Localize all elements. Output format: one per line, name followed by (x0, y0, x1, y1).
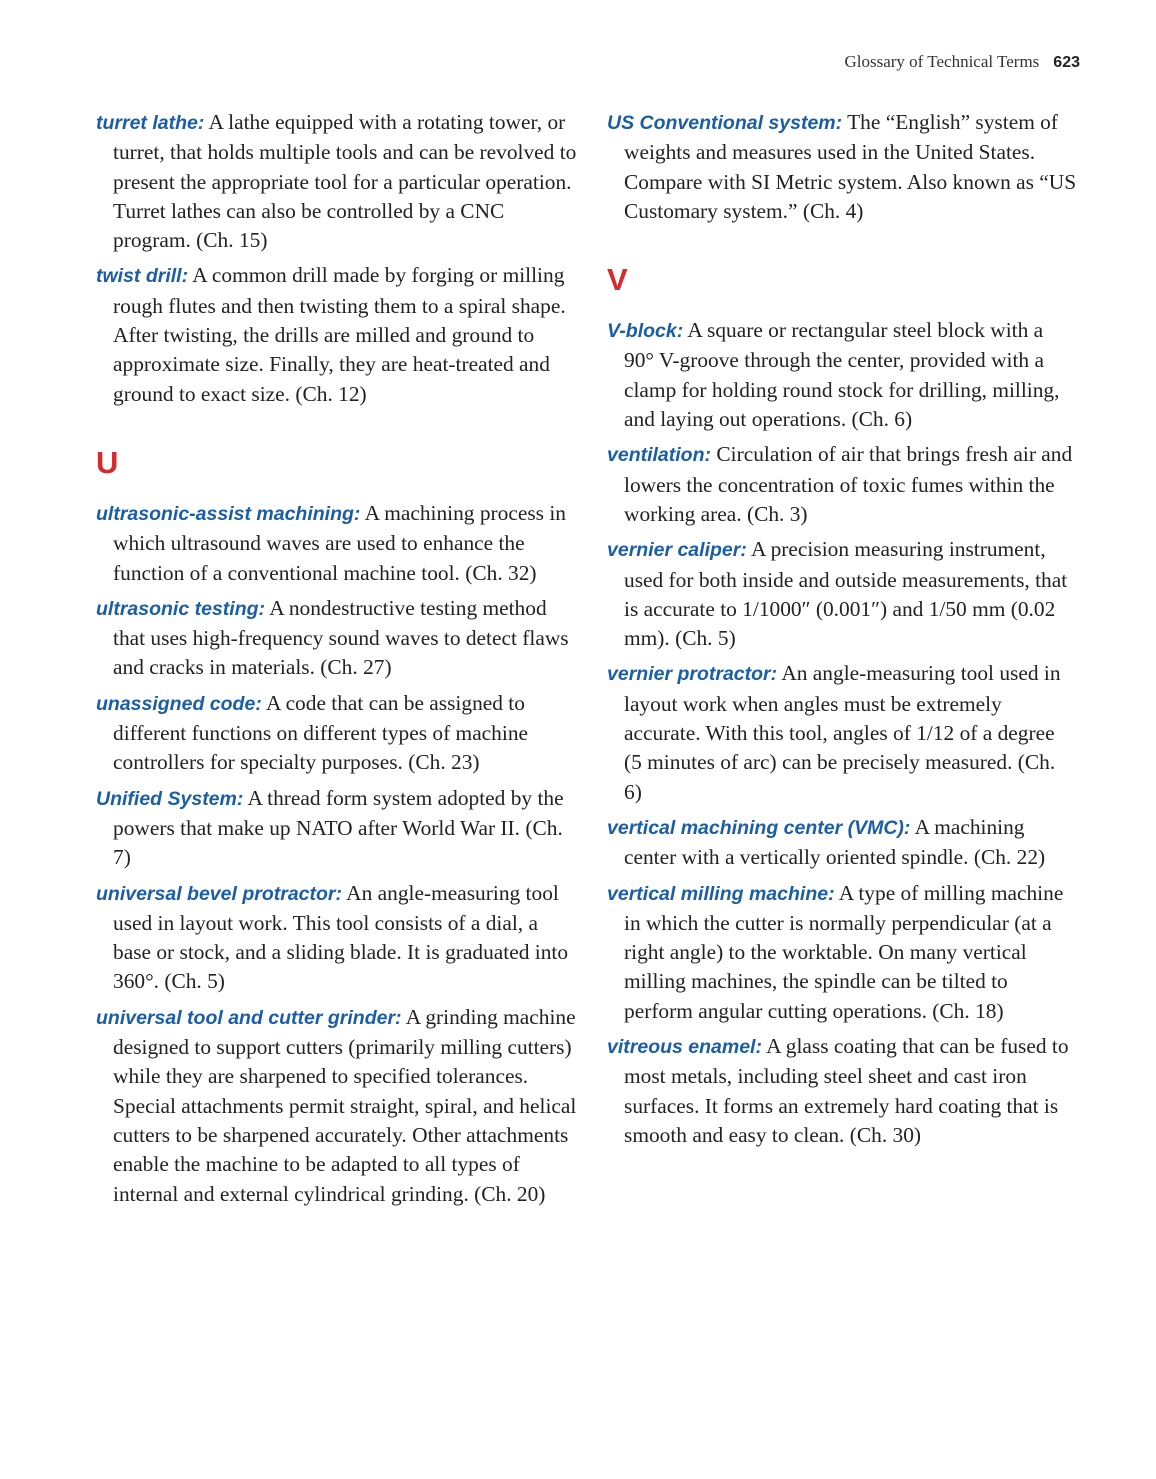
glossary-entry (96, 594, 578, 683)
glossary-definition: A grinding machine designed to support cutters (primarily milling cutters) while they are sharpened to specified tolerances. Special attachments permit straight, spiral, and helical cutters to be sharpened accurately. Other attachments enable the machine to be adapted to all types of internal and external cylindrical grinding. (Ch. 20) (113, 1004, 577, 1206)
glossary-definition: An angle-measuring tool used in layout work. This tool consists of a dial, a base or stock, and a sliding blade. It is graduated into 360°. (Ch. 5) (113, 880, 569, 994)
glossary-definition: Circulation of air that brings fresh air and lowers the concentration of toxic fumes within the working area. (Ch. 3) (624, 442, 1073, 526)
glossary-term: Unified System: (96, 787, 244, 810)
glossary-definition: A square or rectangular steel block with a 90° V-groove through the center, provided with a clamp for holding round stock for drilling, milling, and laying out operations. (Ch. 6) (624, 318, 1060, 432)
glossary-term: universal bevel protractor: (96, 882, 342, 905)
glossary-entry (96, 499, 578, 588)
header-title: Glossary of Technical Terms (844, 52, 1040, 71)
glossary-term: ventilation: (607, 444, 712, 467)
glossary-term: vitreous enamel: (607, 1036, 762, 1059)
section-letter-u: U (96, 444, 119, 480)
glossary-term: vernier caliper: (607, 539, 747, 562)
glossary-entry (607, 316, 1077, 434)
page-number: 623 (1053, 54, 1080, 71)
glossary-entry (607, 1032, 1077, 1150)
glossary-definition: A precision measuring instrument, used for both inside and outside measurements, that is accurate to 1/1000″ (0.001″) and 1/50 mm (0.02 mm). (Ch. 5) (624, 537, 1068, 651)
glossary-entry (607, 440, 1077, 529)
glossary-entry (607, 813, 1077, 873)
glossary-definition: A machining process in which ultrasound waves are used to enhance the function of a conventional machine tool. (Ch. 32) (113, 500, 566, 585)
glossary-term: V-block: (607, 320, 684, 343)
glossary-entry (607, 659, 1077, 806)
glossary-definition: An angle-measuring tool used in layout work when angles must be extremely accurate. With this tool, angles of 1/12 of a degree (5 minutes of arc) can be precisely measured. (Ch. 6) (624, 661, 1061, 804)
glossary-definition: A type of milling machine in which the cutter is normally perpendicular (at a right angle) to the worktable. On many vertical milling machines, the spindle can be tilted to perform angular cutting operations. (Ch. 18) (624, 880, 1064, 1023)
glossary-entry (96, 784, 578, 873)
glossary-entry (607, 879, 1077, 1026)
section-letter-v: V (607, 262, 628, 298)
glossary-term: universal tool and cutter grinder: (96, 1006, 402, 1029)
right-column (607, 108, 1077, 1156)
glossary-entry (607, 108, 1077, 226)
glossary-entry (96, 879, 578, 997)
glossary-entry (607, 535, 1077, 653)
glossary-definition: A thread form system adopted by the powers that make up NATO after World War II. (Ch. 7) (113, 785, 564, 870)
glossary-term: vertical milling machine: (607, 882, 835, 905)
glossary-definition: A nondestructive testing method that uses high-frequency sound waves to detect flaws and cracks in materials. (Ch. 27) (113, 595, 569, 680)
glossary-definition: A common drill made by forging or milling rough flutes and then twisting them to a spiral shape. After twisting, the drills are milled and ground to approximate size. Finally, they are heat-treated and ground to exact size. (Ch. 12) (113, 263, 566, 406)
glossary-term: US Conventional system: (607, 112, 843, 134)
glossary-entry (96, 1003, 578, 1209)
glossary-term: vernier protractor: (607, 663, 778, 686)
glossary-term: vertical machining center (VMC): (607, 816, 911, 839)
glossary-entry (96, 689, 578, 778)
glossary-definition: A glass coating that can be fused to most metals, including steel sheet and cast iron surfaces. It forms an extremely hard coating that is smooth and easy to clean. (Ch. 30) (624, 1034, 1069, 1147)
glossary-definition: A code that can be assigned to different functions on different types of machine controllers for specialty purposes. (Ch. 23) (113, 690, 529, 775)
left-column (96, 108, 578, 1215)
glossary-definition: A machining center with a vertically oriented spindle. (Ch. 22) (624, 814, 1046, 870)
glossary-definition: A lathe equipped with a rotating tower, or turret, that holds multiple tools and can be revolved to present the appropriate tool for a particular operation. Turret lathes can also be controlled by a CNC program. (Ch. 15) (113, 110, 577, 253)
glossary-definition: The “English” system of weights and measures used in the United States. Compare with SI Metric system. Also known as “US Customary system.” (Ch. 4) (624, 110, 1077, 223)
glossary-term: unassigned code: (96, 692, 262, 715)
glossary-term: twist drill: (96, 265, 189, 288)
glossary-term: turret lathe: (96, 112, 205, 134)
glossary-entry (96, 108, 578, 255)
glossary-term: ultrasonic-assist machining: (96, 502, 361, 525)
glossary-entry (96, 261, 578, 408)
running-header (844, 52, 1080, 72)
glossary-term: ultrasonic testing: (96, 597, 266, 620)
